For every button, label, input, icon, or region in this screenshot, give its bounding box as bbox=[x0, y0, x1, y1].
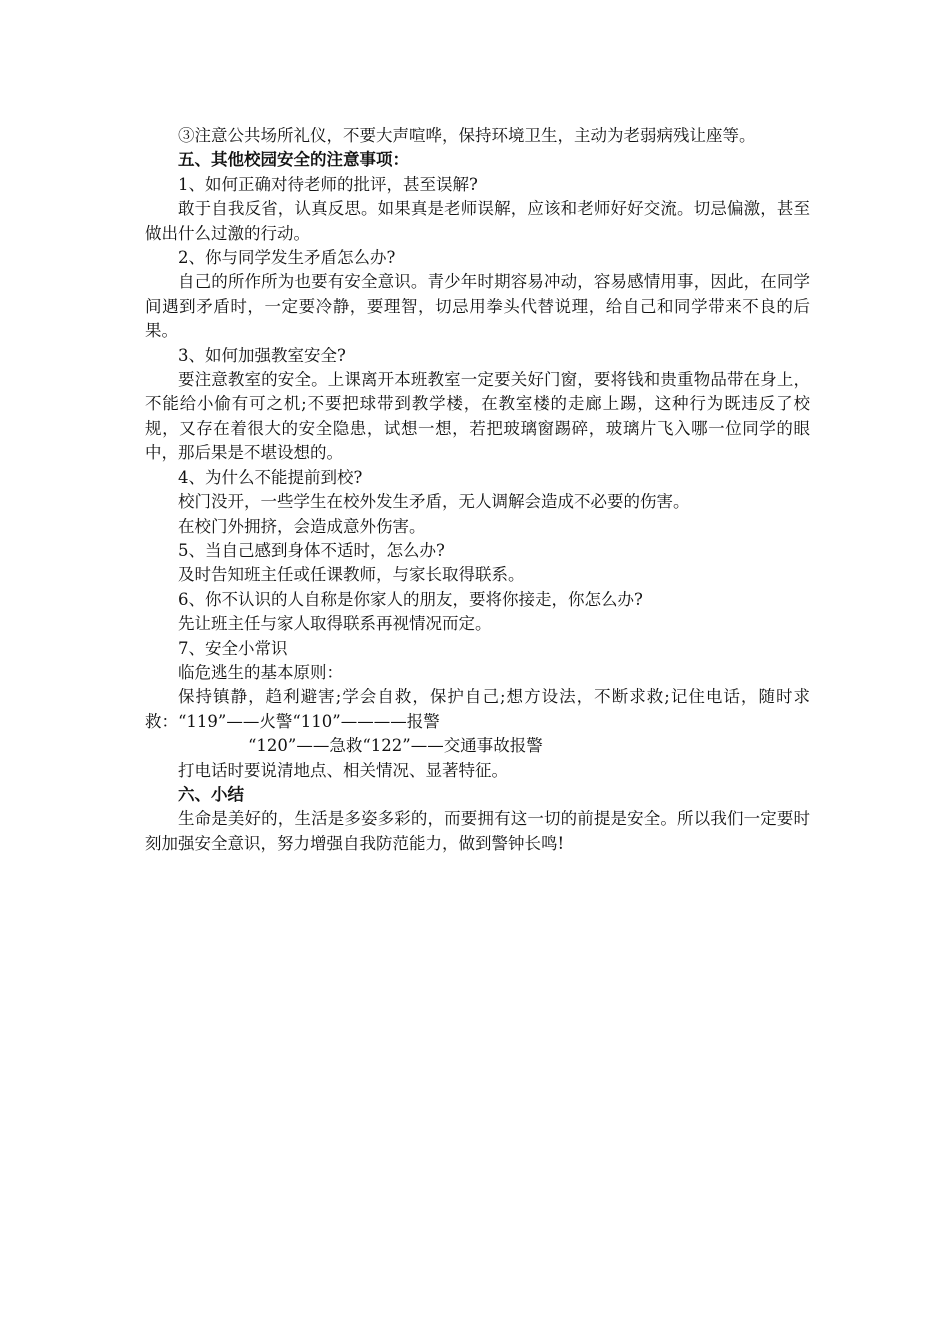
answer-7-rules: 保持镇静，趋利避害;学会自救，保护自己;想方设法，不断求救;记住电话，随时求救：“119”——火警“110”————报警 bbox=[145, 687, 810, 731]
section-heading-5: 五、其他校园安全的注意事项： bbox=[178, 150, 409, 170]
answer-4-line-2: 在校门外拥挤，会造成意外伤害。 bbox=[178, 516, 426, 536]
question-2: 2、你与同学发生矛盾怎么办? bbox=[178, 248, 396, 268]
answer-1: 敢于自我反省，认真反思。如果真是老师误解，应该和老师好好交流。切忌偏激，甚至做出什么过激的行动。 bbox=[145, 199, 810, 243]
answer-7-principles: 临危逃生的基本原则： bbox=[178, 662, 343, 682]
question-6: 6、你不认识的人自称是你家人的朋友，要将你接走，你怎么办? bbox=[178, 589, 643, 609]
document-page bbox=[145, 124, 810, 856]
answer-7-call-tips: 打电话时要说清地点、相关情况、显著特征。 bbox=[178, 760, 508, 780]
question-1: 1、如何正确对待老师的批评，甚至误解? bbox=[178, 174, 478, 194]
question-4: 4、为什么不能提前到校? bbox=[178, 467, 363, 487]
answer-3: 要注意教室的安全。上课离开本班教室一定要关好门窗，要将钱和贵重物品带在身上，不能给小偷有可之机;不要把球带到教学楼，在教室楼的走廊上踢，这种行为既违反了校规，又存在着很大的安全隐患，试想一想，若把玻璃窗踢碎，玻璃片飞入哪一位同学的眼中，那后果是不堪设想的。 bbox=[145, 370, 810, 463]
section-heading-6: 六、小结 bbox=[178, 784, 244, 804]
question-7: 7、安全小常识 bbox=[178, 638, 288, 658]
paragraph-courtesy: ③注意公共场所礼仪，不要大声喧哗，保持环境卫生，主动为老弱病残让座等。 bbox=[178, 126, 756, 145]
answer-2: 自己的所作所为也要有安全意识。青少年时期容易冲动，容易感情用事，因此，在同学间遇到矛盾时，一定要冷静，要理智，切忌用拳头代替说理，给自己和同学带来不良的后果。 bbox=[145, 272, 810, 341]
emergency-numbers: “120”——急救“122”——交通事故报警 bbox=[248, 736, 543, 756]
summary-paragraph: 生命是美好的，生活是多姿多彩的，而要拥有这一切的前提是安全。所以我们一定要时刻加强安全意识，努力增强自我防范能力，做到警钟长鸣! bbox=[145, 809, 810, 853]
answer-4-line-1: 校门没开，一些学生在校外发生矛盾，无人调解会造成不必要的伤害。 bbox=[178, 492, 690, 512]
answer-5: 及时告知班主任或任课教师，与家长取得联系。 bbox=[178, 565, 525, 585]
question-5: 5、当自己感到身体不适时，怎么办? bbox=[178, 540, 445, 560]
question-3: 3、如何加强教室安全? bbox=[178, 345, 346, 365]
answer-6: 先让班主任与家人取得联系再视情况而定。 bbox=[178, 614, 492, 634]
